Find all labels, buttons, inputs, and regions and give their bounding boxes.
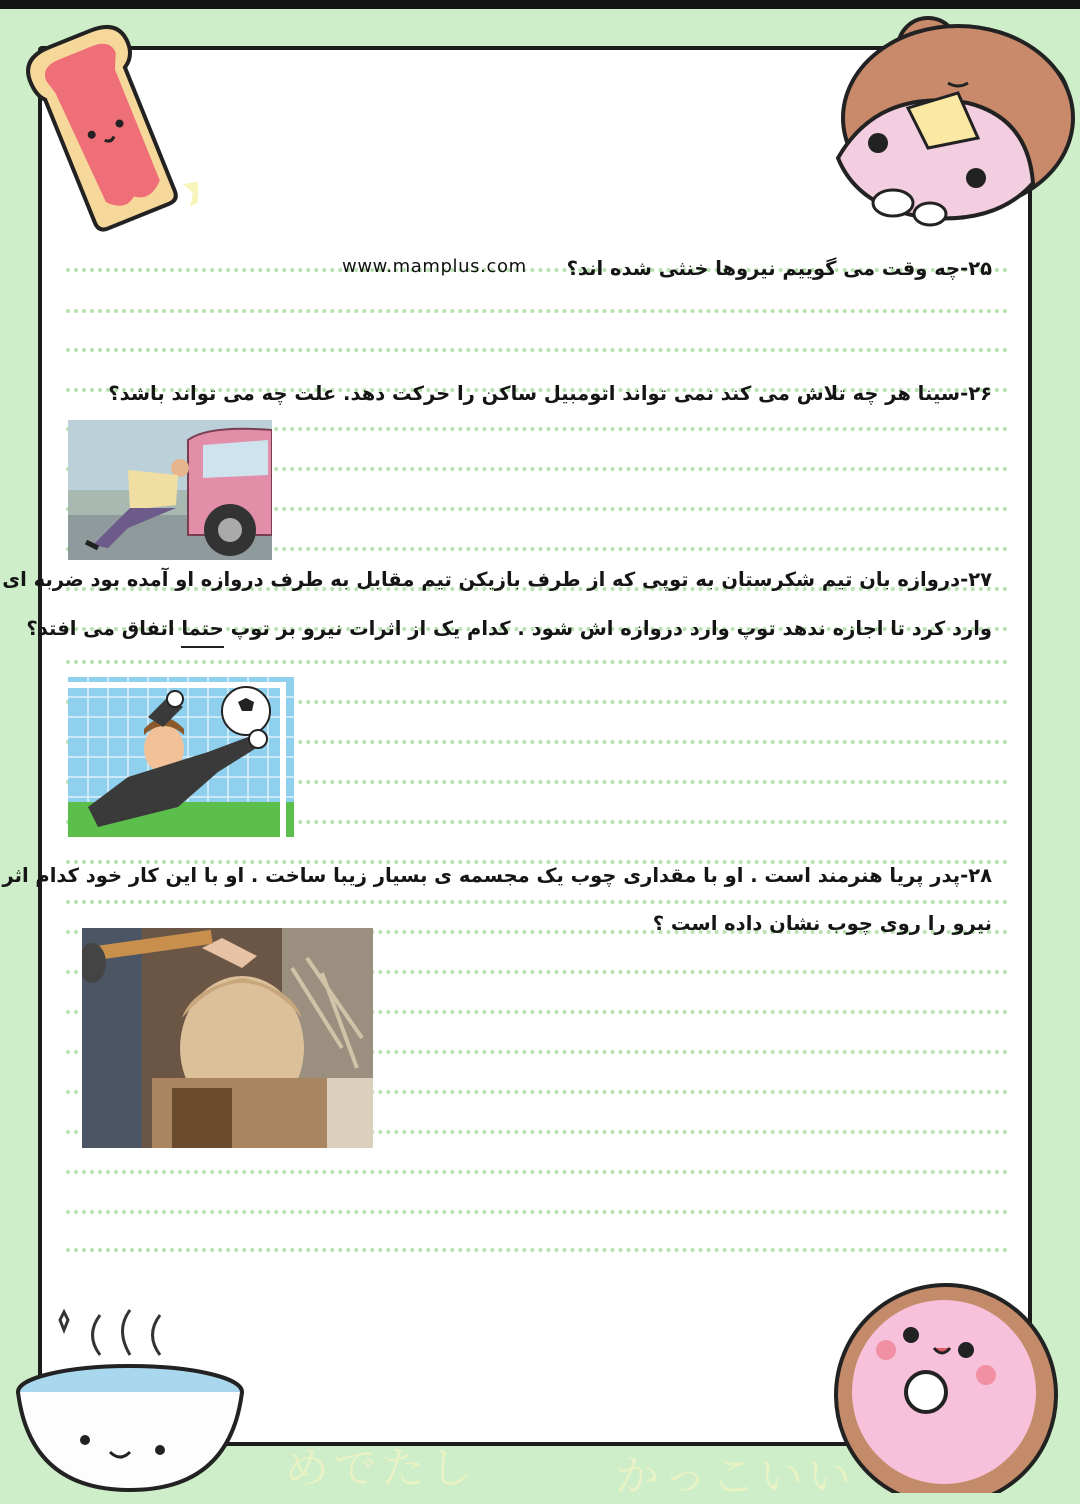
question-27-line-2-end: اتفاق می افتد؟ <box>26 617 182 640</box>
watermark-url: www.mamplus.com <box>342 256 527 277</box>
toast-sticker-icon <box>8 18 198 238</box>
soup-bowl-sticker-icon <box>10 1300 250 1493</box>
ruled-line <box>66 660 1008 664</box>
ruled-line <box>66 1210 1008 1214</box>
question-25: ۲۵-چه وقت می گوییم نیروها خنثی شده اند؟ <box>566 257 992 280</box>
watermark-right: かっこいい <box>615 1451 855 1502</box>
donut-sticker-icon <box>826 1280 1080 1493</box>
bear-sticker-icon <box>818 8 1080 240</box>
ruled-line <box>66 348 1008 352</box>
question-28-line-1: ۲۸-پدر پریا هنرمند است . او با مقداری چوب یک مجسمه ی بسیار زیبا ساخت . او با این کار خود کدام اثر <box>2 864 992 887</box>
question-27-line-2-start: وارد کرد تا اجازه ندهد توپ وارد دروازه اش شود . کدام یک از اثرات نیرو بر توپ <box>223 617 992 640</box>
ruled-line <box>66 900 1008 904</box>
goalkeeper-illustration <box>68 677 294 837</box>
ruled-line <box>66 1170 1008 1174</box>
underlined-word: حتما <box>181 617 223 648</box>
question-28-line-2: نیرو را روی چوب نشان داده است ؟ <box>652 912 992 935</box>
car-pushing-illustration <box>68 420 272 560</box>
watermark-left: めでたし <box>285 1443 477 1494</box>
wood-carving-photo <box>82 928 373 1148</box>
ruled-line <box>66 309 1008 313</box>
ruled-line <box>66 1248 1008 1252</box>
question-27-line-2 <box>26 617 992 641</box>
question-27-line-1: ۲۷-دروازه بان تیم شکرستان به توپی که از طرف بازیکن تیم مقابل به طرف دروازه او آمده بود ضربه ای <box>2 568 992 591</box>
question-26: ۲۶-سینا هر چه تلاش می کند نمی تواند اتومبیل ساکن را حرکت دهد. علت چه می تواند باشد؟ <box>108 382 992 405</box>
